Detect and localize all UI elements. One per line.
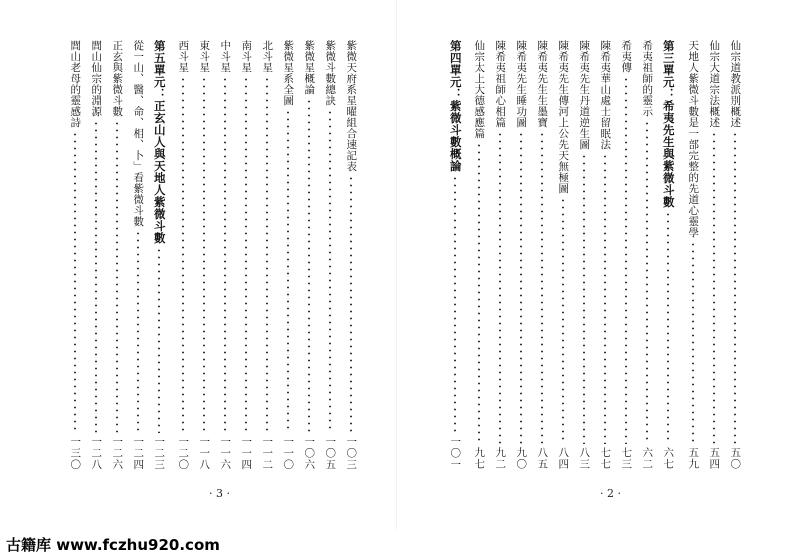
dot-leader [224,76,226,433]
toc-entry-page: 九二 [494,447,507,470]
dot-leader [520,131,522,444]
dot-leader [350,175,352,433]
dot-leader [74,131,76,433]
toc-entry-page: 一二六 [111,435,124,470]
dot-leader [245,76,247,433]
toc-entry-title: 陳希夷先生睡功圖 [515,40,528,128]
toc-entry [213,40,237,470]
toc-section-heading [443,40,467,470]
dot-leader [137,230,139,433]
toc-entry-page: 一二三 [153,435,166,470]
toc-entry-page: 一二四 [132,435,145,470]
toc-entry [635,40,659,470]
toc-entry [126,40,150,470]
page-number-right: · 2 · [600,487,621,500]
toc-entry-page: 一三〇 [69,435,82,470]
toc-entry-title: 紫微斗數總訣 [324,40,337,106]
toc-entry-page: 五四 [708,447,721,470]
toc-entry-page: 一〇一 [449,435,462,470]
toc-entry-title: 陳希夷先生丹道逆生圖 [578,40,591,150]
toc-entry-title: 紫微星系全圖 [282,40,295,106]
toc-entry-title: 紫微星概論 [303,40,316,95]
toc-entry-title: 南斗星 [240,40,253,73]
toc-entry-title: 陳希夷先生生墨寶 [536,40,549,128]
dot-leader [713,131,715,444]
toc-entry [84,40,108,470]
toc-entry [318,40,342,470]
dot-leader [562,197,564,444]
dot-leader [308,98,310,433]
dot-leader [478,142,480,444]
dot-leader [646,120,648,444]
toc-entry-page: 一二八 [90,435,103,470]
dot-leader [182,76,184,433]
toc-entry-title: 閭山老母的靈感詩 [69,40,82,128]
site-watermark: 古籍库 www.fczhu920.com [6,536,220,554]
toc-entry [467,40,491,470]
toc-entry-title: 西斗星 [177,40,190,73]
toc-entry [276,40,300,470]
dot-leader [95,120,97,433]
toc-entry-title: 紫微天府系星曜組合速記表 [345,40,358,172]
dot-leader [266,76,268,433]
toc-entry-page: 七七 [599,447,612,470]
toc-entry-title: 第三單元：希夷先生與紫微斗數 [661,40,676,208]
toc-entry-page: 一二〇 [177,435,190,470]
toc-entry [488,40,512,470]
toc-entry-title: 仙宗大道宗法概述 [708,40,721,128]
toc-entry [234,40,258,470]
toc-entry [551,40,575,470]
toc-entry-title: 希夷祖師的靈示 [641,40,654,117]
toc-section-heading [656,40,680,470]
toc-entry-page: 一一二 [261,435,274,470]
toc-entry-page: 六七 [662,447,675,470]
toc-entry-title: 正玄與紫微斗數 [111,40,124,117]
toc-entry-page: 八五 [536,447,549,470]
dot-leader [203,76,205,433]
toc-entry [702,40,726,470]
toc-entry-page: 五〇 [729,447,742,470]
toc-entry-title: 陳希夷華山處士留眠法 [599,40,612,150]
toc-entry [171,40,195,470]
toc-entry-page: 六二 [641,447,654,470]
toc-entry-title: 仙宗道教派別概述 [729,40,742,128]
toc-entry [723,40,747,470]
dot-leader [583,153,585,444]
toc-entry-title: 希夷傳 [620,40,633,73]
toc-entry-page: 八三 [578,447,591,470]
toc-entry-title: 陳希夷先生傳河上公先天無極圖 [557,40,570,194]
dot-leader [625,76,627,444]
dot-leader [667,211,669,444]
dot-leader [692,241,694,444]
dot-leader [329,109,331,433]
toc-entry-title: 中斗星 [219,40,232,73]
toc-entry [509,40,533,470]
toc-entry-title: 東斗星 [198,40,211,73]
toc-section-heading [147,40,171,470]
toc-entry-title: 仙宗太上大德感應篇 [473,40,486,139]
toc-entry-page: 一〇六 [303,435,316,470]
dot-leader [499,131,501,444]
dot-leader [158,247,160,433]
toc-entry-title: 北斗星 [261,40,274,73]
toc-entry-title: 天地人紫微斗數是一部完整的先道心靈學 [687,40,700,238]
toc-entry [192,40,216,470]
dot-leader [454,175,456,433]
toc-entry-page: 五九 [687,447,700,470]
toc-entry [63,40,87,470]
toc-entry [593,40,617,470]
toc-entry [530,40,554,470]
toc-entry-title: 從一山、醫、命、相、卜」看紫微斗數 [132,40,145,227]
page-number-left: · 3 · [209,487,230,500]
toc-entry [572,40,596,470]
toc-entry [681,40,705,470]
toc-entry-title: 第四單元：紫微斗數概論 [448,40,463,172]
toc-entry [297,40,321,470]
toc-entry [614,40,638,470]
toc-entry-title: 陳希夷祖師心相篇 [494,40,507,128]
toc-entry-title: 第五單元：正玄山人與天地人紫微斗數 [152,40,167,244]
toc-entry-page: 九七 [473,447,486,470]
book-gutter [396,0,397,530]
toc-entry-page: 一一六 [219,435,232,470]
toc-entry-page: 一一四 [240,435,253,470]
toc-entry-page: 一〇三 [345,435,358,470]
toc-entry-page: 一一〇 [282,435,295,470]
dot-leader [116,120,118,433]
toc-entry [255,40,279,470]
toc-entry-page: 九〇 [515,447,528,470]
toc-entry-page: 一一八 [198,435,211,470]
toc-entry-page: 八四 [557,447,570,470]
toc-entry [105,40,129,470]
toc-entry-title: 閭山仙宗的淵源 [90,40,103,117]
toc-entry [339,40,363,470]
dot-leader [541,131,543,444]
dot-leader [287,109,289,433]
toc-entry-page: 七三 [620,447,633,470]
dot-leader [734,131,736,444]
dot-leader [604,153,606,444]
toc-entry-page: 一〇五 [324,435,337,470]
